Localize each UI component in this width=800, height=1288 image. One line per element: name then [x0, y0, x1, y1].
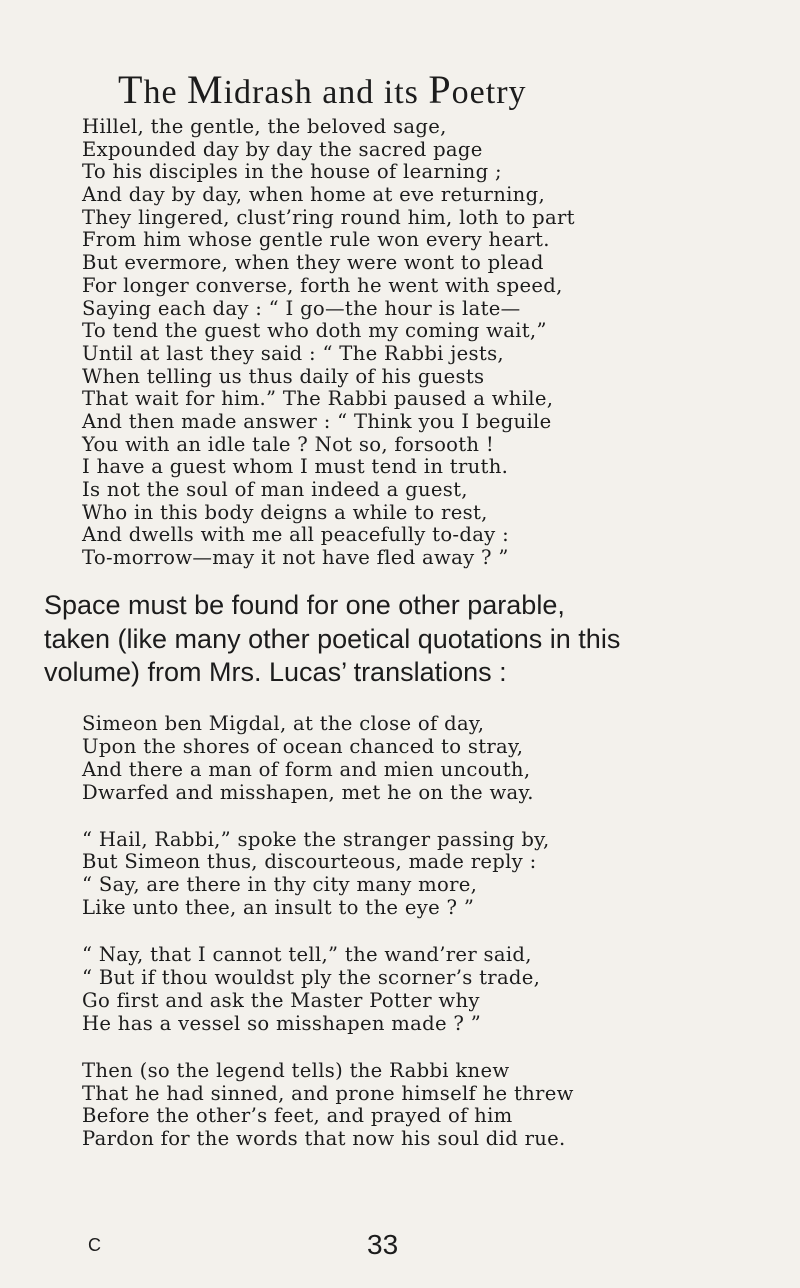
poem-line: “ Hail, Rabbi,” spoke the stranger passing by,	[82, 827, 550, 851]
poem-line: Like unto thee, an insult to the eye ? ”	[82, 896, 475, 920]
poem-line: And there a man of form and mien uncouth,	[82, 757, 531, 781]
poem-line: Who in this body deigns a while to rest,	[82, 500, 488, 524]
poem-line: That wait for him.” The Rabbi paused a while,	[82, 387, 554, 411]
poem-line: When telling us thus daily of his guests	[82, 364, 485, 388]
stanza	[82, 944, 574, 1036]
poem-line: And day by day, when home at eve returning,	[82, 183, 545, 207]
poem-line: Is not the soul of man indeed a guest,	[82, 478, 468, 501]
poem-line: To tend the guest who doth my coming wait,”	[82, 319, 547, 343]
signature-mark: C	[88, 1235, 101, 1255]
poem-line: Hillel, the gentle, the beloved sage,	[82, 115, 447, 138]
poem-line: From him whose gentle rule won every heart.	[82, 228, 550, 252]
poem-line: Before the other’s feet, and prayed of him	[82, 1104, 513, 1128]
stanza	[82, 1060, 574, 1152]
poem-line: Expounded day by day the sacred page	[82, 137, 483, 161]
prose-line: volume) from Mrs. Lucas’ translations :	[44, 657, 507, 687]
poem-line: You with an idle tale ? Not so, forsooth !	[82, 432, 495, 456]
hillel-poem	[82, 116, 575, 570]
poem-line: Until at last they said : “ The Rabbi jests,	[82, 341, 504, 365]
poem-line: Then (so the legend tells) the Rabbi knew	[82, 1058, 510, 1082]
page-footer	[0, 1229, 800, 1263]
poem-line: Upon the shores of ocean chanced to stray,	[82, 734, 524, 758]
prose-line: taken (like many other poetical quotations in this	[44, 623, 621, 654]
running-head-text: and its	[312, 74, 429, 111]
prose-paragraph	[44, 589, 784, 690]
poem-line: Dwarfed and misshapen, met he on the way.	[82, 780, 534, 804]
poem-line: But evermore, when they were wont to plead	[82, 251, 544, 275]
poem-line: Saying each day : “ I go—the hour is late—	[82, 296, 521, 320]
running-head-cap: T	[118, 67, 144, 112]
running-head-cap: P	[428, 67, 452, 112]
poem-line: And then made answer : “ Think you I beguile	[82, 409, 552, 433]
poem-line: And dwells with me all peacefully to-day :	[82, 523, 509, 547]
poem-line: That he had sinned, and prone himself he threw	[82, 1081, 574, 1105]
poem-line: Pardon for the words that now his soul did rue.	[82, 1127, 566, 1151]
poem-line: They lingered, clust’ring round him, loth to part	[82, 205, 575, 229]
poem-line: I have a guest whom I must tend in truth.	[82, 455, 509, 479]
page-number: 33	[367, 1229, 399, 1260]
poem-line: “ Say, are there in thy city many more,	[82, 873, 478, 897]
running-head-text: oetry	[451, 74, 527, 111]
poem-line: Simeon ben Migdal, at the close of day,	[82, 712, 485, 735]
poem-line: To his disciples in the house of learning ;	[82, 160, 502, 184]
poem-line: Go first and ask the Master Potter why	[82, 988, 480, 1012]
poem-line: He has a vessel so misshapen made ? ”	[82, 1011, 482, 1035]
prose-line: Space must be found for one other parable,	[44, 590, 565, 620]
running-head-cap: M	[187, 67, 224, 112]
running-head-text: he	[143, 74, 188, 111]
stanza	[82, 713, 574, 805]
running-head-text: idrash	[223, 74, 313, 111]
running-head	[118, 66, 527, 113]
poem-line: To-morrow—may it not have fled away ? ”	[82, 546, 509, 570]
poem-line: “ Nay, that I cannot tell,” the wand’rer said,	[82, 943, 532, 967]
poem-line: But Simeon thus, discourteous, made reply :	[82, 850, 537, 874]
stanza	[82, 829, 574, 921]
simeon-poem	[82, 713, 574, 1175]
poem-line: “ But if thou wouldst ply the scorner’s trade,	[82, 966, 541, 990]
poem-line: For longer converse, forth he went with speed,	[82, 273, 563, 297]
